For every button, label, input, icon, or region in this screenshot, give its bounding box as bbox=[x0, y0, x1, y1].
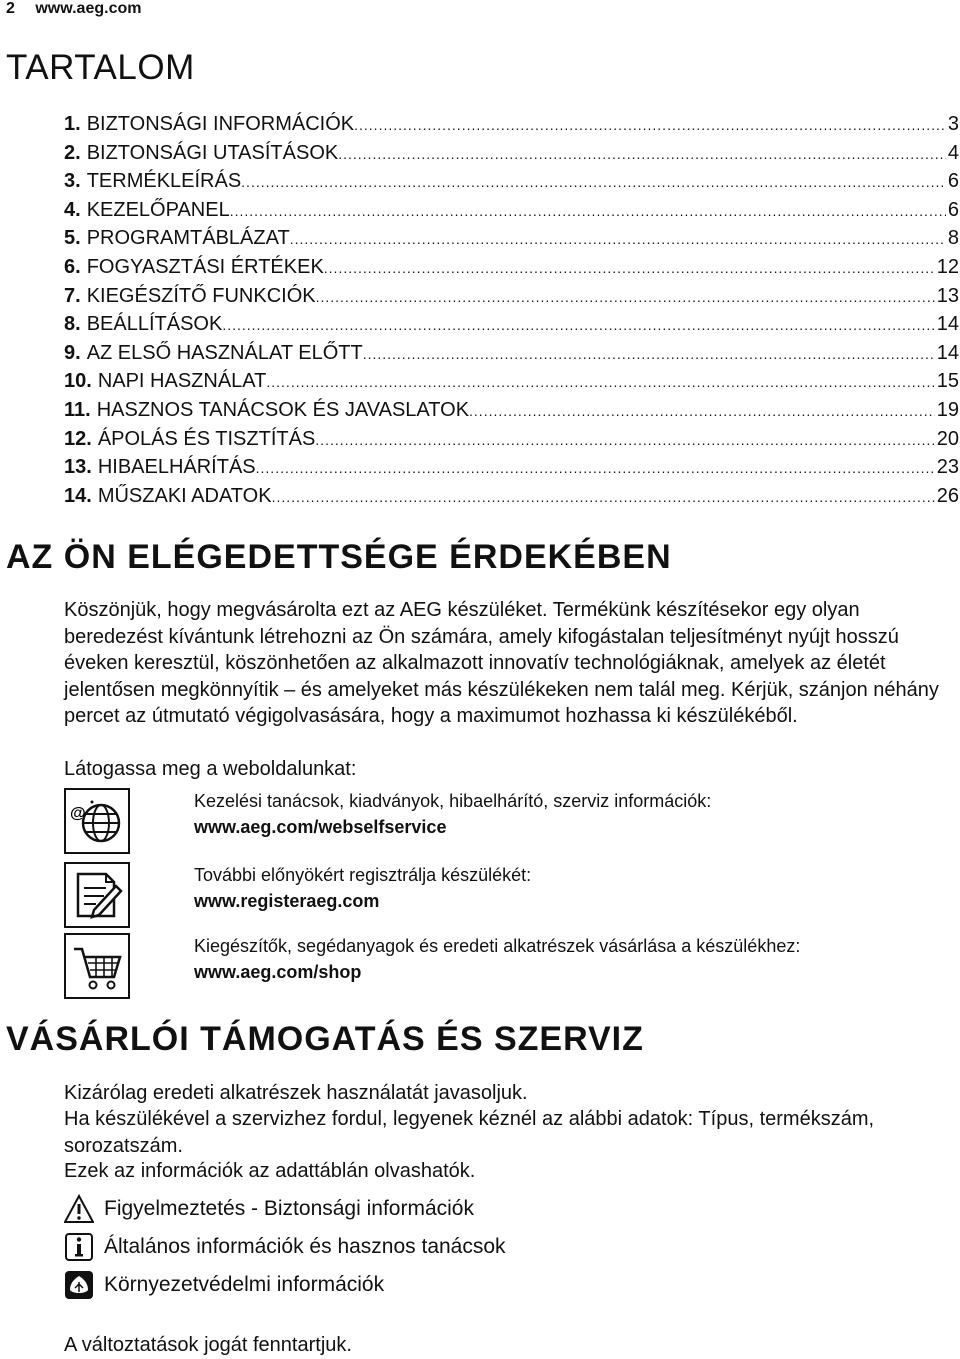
toc-item-page: 13 bbox=[936, 284, 959, 307]
toc-item-label: NAPI HASZNÁLAT bbox=[97, 370, 267, 393]
toc-title: TARTALOM bbox=[6, 48, 195, 87]
svg-text:@: @ bbox=[70, 805, 86, 822]
info-icon bbox=[64, 1232, 94, 1262]
toc-item-number: 3. bbox=[64, 170, 81, 193]
satisfaction-heading: AZ ÖN ELÉGEDETTSÉGE ÉRDEKÉBEN bbox=[6, 538, 672, 576]
toc-leader-dots bbox=[256, 454, 935, 483]
toc-item-label: HIBAELHÁRÍTÁS bbox=[97, 456, 256, 479]
toc-item-label: BEÁLLÍTÁSOK bbox=[86, 313, 223, 336]
toc-item-label: BIZTONSÁGI INFORMÁCIÓK bbox=[86, 113, 355, 135]
toc-item-number: 6. bbox=[64, 255, 81, 278]
page-number: 2 bbox=[6, 0, 15, 17]
toc-item[interactable] bbox=[64, 167, 959, 196]
web-globe-icon bbox=[64, 788, 130, 854]
toc-item-label: KIEGÉSZÍTŐ FUNKCIÓK bbox=[86, 284, 316, 307]
toc-item-number: 4. bbox=[64, 198, 81, 221]
toc-leader-dots bbox=[469, 397, 935, 426]
toc-leader-dots bbox=[363, 340, 935, 369]
toc-item-label: FOGYASZTÁSI ÉRTÉKEK bbox=[86, 255, 324, 278]
visit-label: Látogassa meg a weboldalunkat: bbox=[64, 758, 357, 780]
toc-item[interactable] bbox=[64, 453, 959, 482]
link-row-webselfservice bbox=[64, 788, 954, 858]
toc-item-page: 6 bbox=[947, 170, 959, 193]
environment-label: Környezetvédelmi információk bbox=[104, 1273, 385, 1296]
toc-item-label: MŰSZAKI ADATOK bbox=[97, 484, 272, 507]
register-link[interactable]: www.registeraeg.com bbox=[194, 891, 380, 911]
toc-item[interactable] bbox=[64, 224, 959, 253]
toc-item-number: 12. bbox=[64, 427, 92, 450]
toc-item-number: 8. bbox=[64, 313, 81, 336]
toc-item-number: 7. bbox=[64, 284, 81, 307]
toc-item-page: 4 bbox=[947, 141, 959, 164]
shopping-cart-icon bbox=[64, 933, 130, 999]
toc-item-label: PROGRAMTÁBLÁZAT bbox=[86, 227, 290, 250]
symbol-row-info bbox=[64, 1231, 506, 1263]
toc-item-label: HASZNOS TANÁCSOK ÉS JAVASLATOK bbox=[96, 398, 470, 421]
toc-item-number: 1. bbox=[64, 113, 81, 135]
toc-item-page: 14 bbox=[936, 341, 959, 364]
toc-item-number: 2. bbox=[64, 141, 81, 164]
link-description: További előnyökért regisztrálja készülékét: bbox=[194, 865, 532, 885]
footer-note: A változtatások jogát fenntartjuk. bbox=[64, 1334, 352, 1356]
toc-item[interactable] bbox=[64, 253, 959, 282]
toc-item[interactable] bbox=[64, 110, 959, 139]
toc-item-page: 6 bbox=[947, 198, 959, 221]
support-line-1: Kizárólag eredeti alkatrészek használatát javasoljuk. bbox=[64, 1082, 528, 1104]
toc-item-page: 20 bbox=[936, 427, 959, 450]
toc-item-label: KEZELŐPANEL bbox=[86, 198, 230, 221]
toc-leader-dots bbox=[230, 197, 946, 226]
toc-leader-dots bbox=[290, 225, 946, 254]
toc-leader-dots bbox=[338, 140, 946, 169]
toc-item-page: 14 bbox=[936, 313, 959, 336]
toc-leader-dots bbox=[316, 283, 935, 312]
environment-icon bbox=[64, 1270, 94, 1300]
toc-item-number: 14. bbox=[64, 484, 92, 507]
toc-item-page: 3 bbox=[947, 113, 959, 135]
toc-item-label: BIZTONSÁGI UTASÍTÁSOK bbox=[86, 141, 339, 164]
toc-item-number: 5. bbox=[64, 227, 81, 250]
toc-item[interactable] bbox=[64, 482, 959, 511]
toc-item[interactable] bbox=[64, 425, 959, 454]
toc-item-label: ÁPOLÁS ÉS TISZTÍTÁS bbox=[97, 427, 316, 450]
toc-item-page: 8 bbox=[947, 227, 959, 250]
toc-item[interactable] bbox=[64, 282, 959, 311]
support-line-3: Ezek az információk az adattáblán olvashatók. bbox=[64, 1160, 476, 1182]
toc-leader-dots bbox=[266, 368, 934, 397]
symbol-row-environment bbox=[64, 1269, 384, 1301]
support-line-2: Ha készülékével a szervizhez fordul, legyenek kéznél az alábbi adatok: Típus, termékszám, sorozatszám. bbox=[64, 1108, 875, 1157]
toc-item-label: TERMÉKLEÍRÁS bbox=[86, 170, 242, 193]
toc-item[interactable] bbox=[64, 139, 959, 168]
info-label: Általános információk és hasznos tanácsok bbox=[104, 1235, 506, 1258]
shop-link[interactable]: www.aeg.com/shop bbox=[194, 962, 362, 982]
symbol-row-warning bbox=[64, 1193, 474, 1225]
warning-label: Figyelmeztetés - Biztonsági információk bbox=[104, 1197, 474, 1220]
satisfaction-body: Köszönjük, hogy megvásárolta ezt az AEG készüléket. Termékünk készítésekor egy olyan beredezést kívántunk létrehozni az Ön számára, amely kifogástalan teljesítményt nyújt hosszú éveken keresztül, köszönhetően az alkalmazott innovatív technológiáknak, amelyek az életét jelentősen megkönnyítik – és amelyeket más készülékeken nem talál meg. Kérjük, szánjon néhány percet az útmutató végigolvasására, hogy a maximumot hozhassa ki készülékéből. bbox=[64, 599, 939, 727]
toc-item-number: 10. bbox=[64, 370, 92, 393]
toc-item-number: 13. bbox=[64, 456, 92, 479]
toc-item-number: 11. bbox=[64, 398, 91, 421]
toc-item-page: 15 bbox=[936, 370, 959, 393]
toc-item-page: 19 bbox=[936, 398, 959, 421]
toc-leader-dots bbox=[241, 168, 946, 197]
page-header bbox=[6, 0, 141, 18]
toc-item[interactable] bbox=[64, 339, 959, 368]
register-document-icon bbox=[64, 862, 130, 928]
link-row-shop bbox=[64, 933, 954, 1003]
link-description: Kezelési tanácsok, kiadványok, hibaelhárító, szerviz információk: bbox=[194, 791, 712, 811]
toc-item-page: 26 bbox=[936, 484, 959, 507]
toc-leader-dots bbox=[222, 311, 934, 340]
toc-leader-dots bbox=[315, 426, 934, 455]
toc-item[interactable] bbox=[64, 396, 959, 425]
toc-leader-dots bbox=[324, 254, 935, 283]
warning-icon bbox=[64, 1194, 94, 1224]
link-description: Kiegészítők, segédanyagok és eredeti alkatrészek vásárlása a készülékhez: bbox=[194, 936, 801, 956]
toc-item[interactable] bbox=[64, 367, 959, 396]
toc-item-page: 23 bbox=[936, 456, 959, 479]
toc-leader-dots bbox=[272, 483, 935, 512]
toc-item[interactable] bbox=[64, 310, 959, 339]
toc-item-label: AZ ELSŐ HASZNÁLAT ELŐTT bbox=[86, 341, 363, 364]
toc-item-number: 9. bbox=[64, 341, 81, 364]
toc-leader-dots bbox=[354, 111, 946, 140]
toc-item-page: 12 bbox=[936, 255, 959, 278]
site-url[interactable]: www.aeg.com bbox=[35, 0, 142, 17]
support-heading: VÁSÁRLÓI TÁMOGATÁS ÉS SZERVIZ bbox=[6, 1020, 644, 1058]
table-of-contents bbox=[64, 110, 959, 510]
toc-item[interactable] bbox=[64, 196, 959, 225]
webselfservice-link[interactable]: www.aeg.com/webselfservice bbox=[194, 817, 447, 837]
link-row-register bbox=[64, 862, 954, 932]
